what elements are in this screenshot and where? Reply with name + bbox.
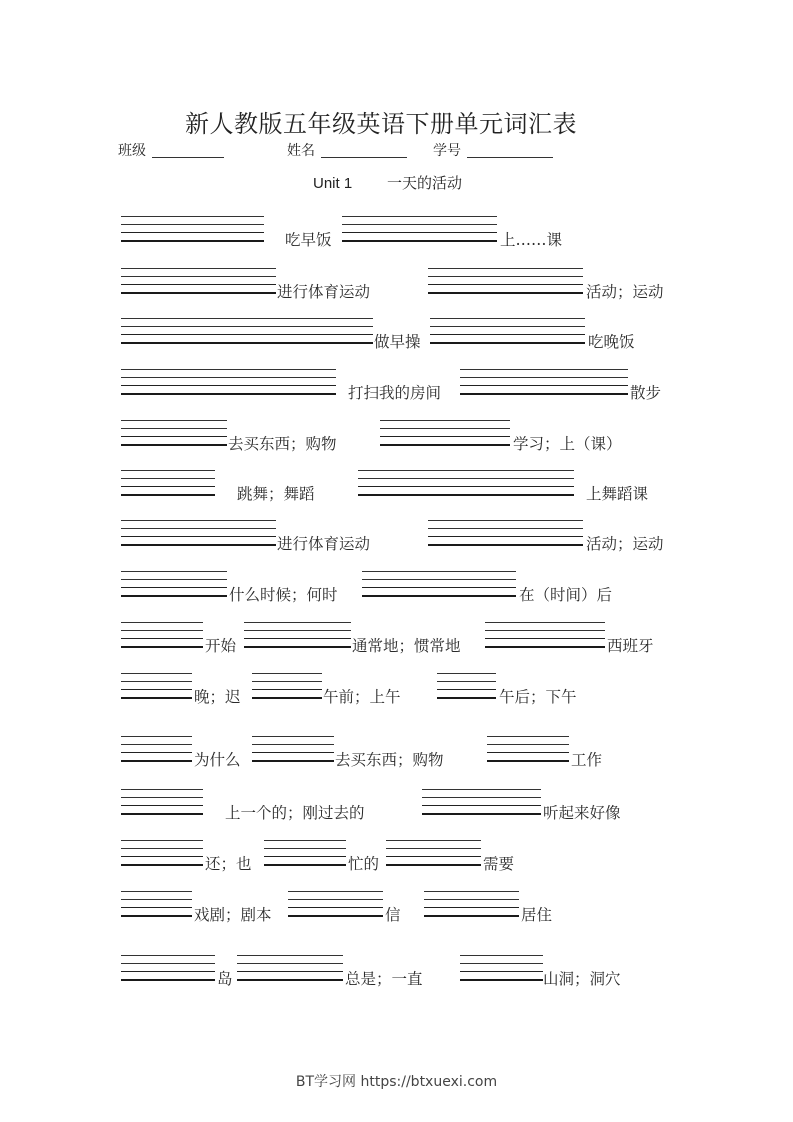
writing-line[interactable] (485, 638, 605, 639)
vocab-meaning: 吃早饭 (285, 231, 332, 249)
vocab-meaning: 山洞；洞穴 (543, 970, 621, 988)
writing-line[interactable] (121, 232, 264, 233)
vocab-meaning: 总是；一直 (345, 970, 423, 988)
vocab-meaning: 还；也 (205, 855, 252, 873)
vocab-meaning: 什么时候；何时 (229, 586, 338, 604)
writing-line[interactable] (121, 486, 215, 487)
vocab-meaning: 忙的 (348, 855, 380, 873)
vocab-meaning: 信 (385, 906, 401, 924)
writing-line[interactable] (428, 536, 583, 537)
writing-line[interactable] (121, 971, 215, 972)
writing-line[interactable] (121, 915, 192, 917)
writing-line[interactable] (430, 342, 585, 344)
writing-line[interactable] (422, 813, 541, 815)
writing-line[interactable] (121, 571, 227, 572)
writing-line[interactable] (288, 907, 383, 908)
vocab-meaning: 午前；上午 (323, 688, 401, 706)
writing-line[interactable] (252, 736, 334, 737)
vocab-meaning: 活动；运动 (586, 283, 664, 301)
writing-line[interactable] (121, 760, 192, 762)
writing-line[interactable] (380, 436, 510, 437)
writing-line[interactable] (121, 385, 336, 386)
writing-line[interactable] (121, 840, 203, 841)
writing-line[interactable] (428, 544, 583, 546)
writing-line[interactable] (121, 528, 276, 529)
writing-line[interactable] (437, 689, 496, 690)
vocab-meaning: 在（时间）后 (519, 586, 613, 604)
writing-line[interactable] (460, 377, 628, 378)
writing-line[interactable] (288, 915, 383, 917)
writing-line[interactable] (424, 907, 519, 908)
writing-line[interactable] (342, 232, 497, 233)
writing-line[interactable] (121, 393, 336, 395)
writing-line[interactable] (252, 697, 322, 699)
student-id-field-label: 学号 (433, 143, 461, 159)
unit-label: Unit 1 (313, 175, 353, 192)
vocab-meaning: 吃晚饭 (588, 333, 635, 351)
vocab-meaning: 去买东西；购物 (228, 435, 337, 453)
writing-line[interactable] (121, 848, 203, 849)
writing-line[interactable] (121, 646, 203, 648)
writing-line[interactable] (121, 268, 276, 269)
writing-line[interactable] (121, 797, 203, 798)
writing-line[interactable] (252, 760, 334, 762)
page-title: 新人教版五年级英语下册单元词汇表 (185, 110, 577, 138)
writing-line[interactable] (460, 385, 628, 386)
writing-line[interactable] (460, 369, 628, 370)
writing-line[interactable] (121, 736, 192, 737)
vocab-meaning: 通常地；惯常地 (352, 637, 461, 655)
writing-line[interactable] (121, 752, 192, 753)
writing-line[interactable] (121, 587, 227, 588)
writing-line[interactable] (244, 638, 351, 639)
vocab-meaning: 上……课 (500, 231, 563, 249)
writing-line[interactable] (121, 494, 215, 496)
writing-line[interactable] (487, 736, 569, 737)
writing-line[interactable] (121, 428, 227, 429)
writing-line[interactable] (121, 681, 192, 682)
writing-line[interactable] (362, 587, 516, 588)
writing-line[interactable] (424, 899, 519, 900)
vocab-meaning: 居住 (521, 906, 553, 924)
writing-line[interactable] (252, 689, 322, 690)
writing-line[interactable] (121, 436, 227, 437)
vocab-meaning: 需要 (483, 855, 515, 873)
vocab-meaning: 岛 (217, 970, 233, 988)
writing-line[interactable] (437, 673, 496, 674)
writing-line[interactable] (121, 955, 215, 956)
writing-line[interactable] (386, 840, 481, 841)
writing-line[interactable] (121, 697, 192, 699)
writing-line[interactable] (460, 393, 628, 395)
writing-line[interactable] (428, 528, 583, 529)
writing-line[interactable] (121, 689, 192, 690)
writing-line[interactable] (121, 470, 215, 471)
writing-line[interactable] (237, 971, 343, 972)
writing-line[interactable] (121, 318, 373, 319)
writing-line[interactable] (485, 630, 605, 631)
vocab-meaning: 打扫我的房间 (348, 384, 442, 402)
writing-line[interactable] (380, 420, 510, 421)
vocab-meaning: 西班牙 (607, 637, 654, 655)
writing-line[interactable] (252, 744, 334, 745)
writing-line[interactable] (460, 955, 543, 956)
writing-line[interactable] (264, 840, 346, 841)
vocab-meaning: 午后；下午 (499, 688, 577, 706)
vocab-meaning: 工作 (571, 751, 603, 769)
writing-line[interactable] (237, 979, 343, 981)
writing-line[interactable] (428, 284, 583, 285)
writing-line[interactable] (121, 622, 203, 623)
writing-line[interactable] (430, 326, 585, 327)
writing-line[interactable] (264, 856, 346, 857)
writing-line[interactable] (437, 681, 496, 682)
vocab-meaning: 上舞蹈课 (586, 485, 649, 503)
vocab-meaning: 跳舞；舞蹈 (237, 485, 315, 503)
writing-line[interactable] (422, 805, 541, 806)
writing-line[interactable] (424, 915, 519, 917)
writing-line[interactable] (422, 789, 541, 790)
writing-line[interactable] (288, 891, 383, 892)
writing-line[interactable] (437, 697, 496, 699)
writing-line[interactable] (121, 899, 192, 900)
vocab-meaning: 去买东西；购物 (335, 751, 444, 769)
writing-line[interactable] (430, 334, 585, 335)
writing-line[interactable] (121, 444, 227, 446)
student-id-field-line[interactable] (467, 157, 553, 158)
writing-line[interactable] (358, 478, 574, 479)
writing-line[interactable] (121, 420, 227, 421)
writing-line[interactable] (460, 979, 543, 981)
vocab-meaning: 做早操 (374, 333, 421, 351)
footer-text: BT学习网 https://btxuexi.com (295, 1074, 498, 1090)
writing-line[interactable] (121, 478, 215, 479)
writing-line[interactable] (485, 622, 605, 623)
writing-line[interactable] (430, 318, 585, 319)
unit-heading (313, 172, 462, 193)
writing-line[interactable] (121, 536, 276, 537)
writing-line[interactable] (121, 673, 192, 674)
writing-line[interactable] (358, 486, 574, 487)
writing-line[interactable] (121, 579, 227, 580)
writing-line[interactable] (121, 326, 373, 327)
writing-line[interactable] (424, 891, 519, 892)
writing-line[interactable] (121, 856, 203, 857)
writing-line[interactable] (121, 520, 276, 521)
class-field-label: 班级 (118, 143, 146, 159)
vocab-meaning: 进行体育运动 (277, 535, 371, 553)
vocab-meaning: 戏剧；剧本 (194, 906, 272, 924)
writing-line[interactable] (428, 292, 583, 294)
vocab-meaning: 学习；上（课） (513, 435, 622, 453)
writing-line[interactable] (121, 963, 215, 964)
writing-line[interactable] (121, 891, 192, 892)
writing-line[interactable] (264, 864, 346, 866)
vocab-meaning: 上一个的；刚过去的 (225, 804, 365, 822)
writing-line[interactable] (121, 334, 373, 335)
writing-line[interactable] (362, 595, 516, 597)
writing-line[interactable] (362, 579, 516, 580)
writing-line[interactable] (121, 216, 264, 217)
writing-line[interactable] (121, 224, 264, 225)
writing-line[interactable] (244, 630, 351, 631)
writing-line[interactable] (237, 955, 343, 956)
writing-line[interactable] (428, 268, 583, 269)
writing-line[interactable] (386, 856, 481, 857)
writing-line[interactable] (460, 971, 543, 972)
writing-line[interactable] (487, 744, 569, 745)
writing-line[interactable] (121, 813, 203, 815)
writing-line[interactable] (121, 544, 276, 546)
writing-line[interactable] (386, 848, 481, 849)
vocab-meaning: 活动；运动 (586, 535, 664, 553)
writing-line[interactable] (342, 240, 497, 242)
writing-line[interactable] (428, 520, 583, 521)
writing-line[interactable] (252, 673, 322, 674)
writing-line[interactable] (252, 752, 334, 753)
writing-line[interactable] (121, 630, 203, 631)
vocab-meaning: 散步 (630, 384, 662, 402)
writing-line[interactable] (487, 760, 569, 762)
vocab-meaning: 进行体育运动 (277, 283, 371, 301)
writing-line[interactable] (342, 216, 497, 217)
writing-line[interactable] (121, 979, 215, 981)
writing-line[interactable] (380, 444, 510, 446)
writing-line[interactable] (121, 284, 276, 285)
writing-line[interactable] (121, 864, 203, 866)
writing-line[interactable] (264, 848, 346, 849)
writing-line[interactable] (121, 907, 192, 908)
vocab-meaning: 开始 (205, 637, 237, 655)
writing-line[interactable] (422, 797, 541, 798)
vocab-meaning: 听起来好像 (543, 804, 621, 822)
writing-line[interactable] (380, 428, 510, 429)
writing-line[interactable] (460, 963, 543, 964)
writing-line[interactable] (121, 292, 276, 294)
writing-line[interactable] (121, 595, 227, 597)
writing-line[interactable] (121, 240, 264, 242)
class-field-line[interactable] (152, 157, 224, 158)
writing-line[interactable] (244, 646, 351, 648)
name-field-label: 姓名 (287, 143, 315, 159)
writing-line[interactable] (121, 276, 276, 277)
writing-line[interactable] (362, 571, 516, 572)
writing-line[interactable] (121, 805, 203, 806)
writing-line[interactable] (121, 377, 336, 378)
name-field-line[interactable] (321, 157, 407, 158)
writing-line[interactable] (386, 864, 481, 866)
unit-name: 一天的活动 (386, 174, 462, 192)
writing-line[interactable] (358, 494, 574, 496)
writing-line[interactable] (121, 638, 203, 639)
writing-line[interactable] (121, 369, 336, 370)
writing-line[interactable] (485, 646, 605, 648)
writing-line[interactable] (358, 470, 574, 471)
writing-line[interactable] (121, 789, 203, 790)
writing-line[interactable] (487, 752, 569, 753)
vocab-meaning: 晚；迟 (194, 688, 241, 706)
vocab-meaning: 为什么 (194, 751, 241, 769)
writing-line[interactable] (288, 899, 383, 900)
writing-line[interactable] (121, 342, 373, 344)
writing-line[interactable] (252, 681, 322, 682)
writing-line[interactable] (428, 276, 583, 277)
writing-line[interactable] (342, 224, 497, 225)
writing-line[interactable] (244, 622, 351, 623)
writing-line[interactable] (121, 744, 192, 745)
writing-line[interactable] (237, 963, 343, 964)
